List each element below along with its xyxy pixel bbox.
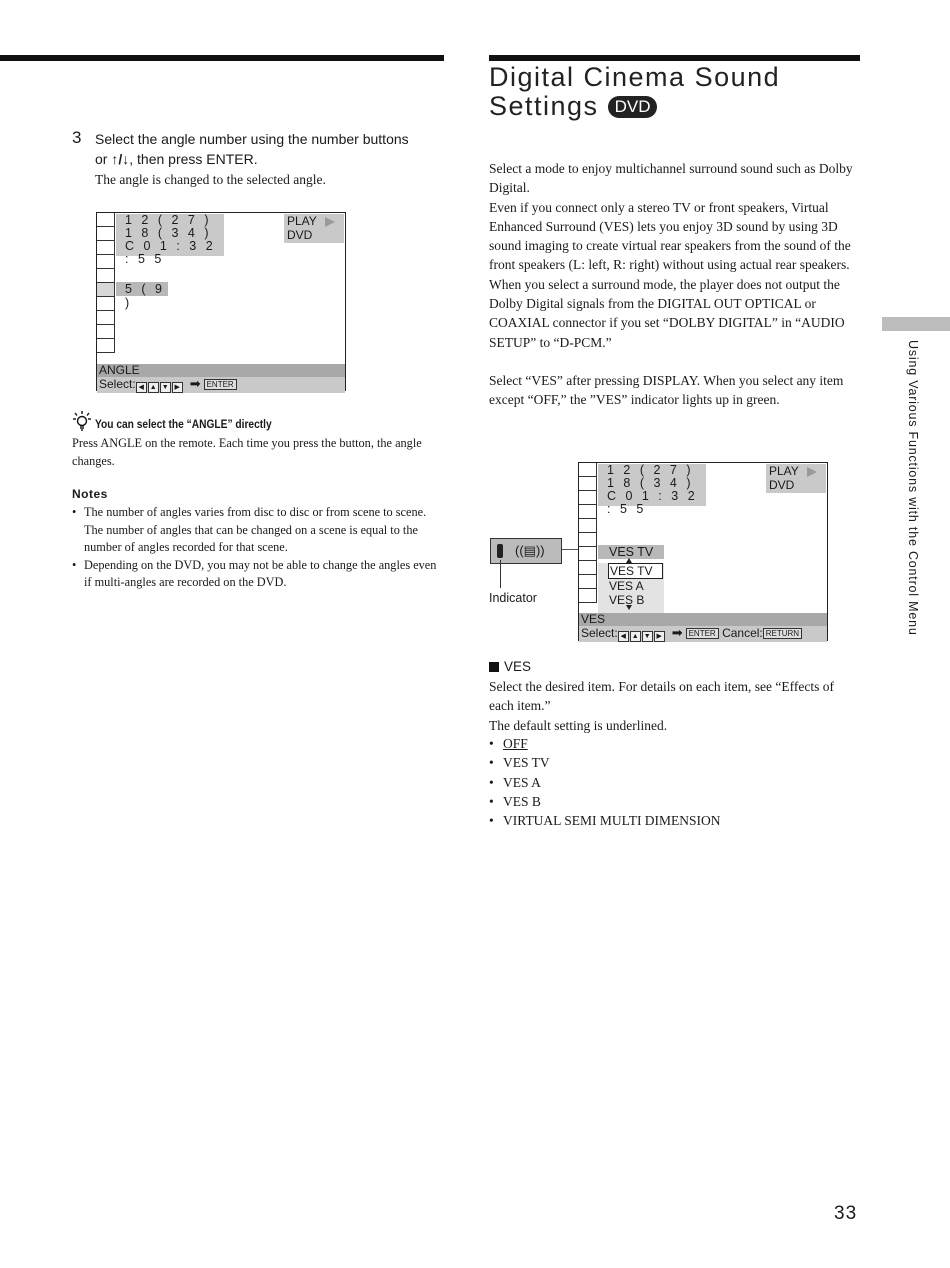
para-4: Select “VES” after pressing DISPLAY. When you select any item except “OFF,” the ”VES” indicator lights up in green.	[489, 372, 844, 408]
step-number: 3	[72, 128, 82, 147]
osd-title-chapter-info: 1 2 ( 2 7 ) 1 8 ( 3 4 ) C 0 1 : 3 2 : 5 5	[598, 464, 706, 506]
step-result: The angle is changed to the selected angle.	[95, 172, 326, 187]
note-item: • Depending on the DVD, you may not be able to change the angles even if multi-angles are recorded on the DVD.	[72, 557, 440, 592]
ves-list-item: • VES B	[489, 792, 861, 811]
osd-tab	[579, 491, 597, 505]
ves-options-list	[489, 734, 861, 830]
osd-tab	[97, 255, 115, 269]
osd-title-chapter-info: 1 2 ( 2 7 ) 1 8 ( 3 4 ) C 0 1 : 3 2 : 5 5	[116, 214, 224, 256]
osd-play-status: PLAY DVD	[766, 464, 826, 493]
ves-symbol-icon: ((▤))	[515, 543, 545, 558]
tip-body: Press ANGLE on the remote. Each time you press the button, the angle changes.	[72, 436, 422, 468]
osd-tab	[97, 227, 115, 241]
indicator-label: Indicator	[489, 591, 537, 605]
osd-tab-angle	[97, 283, 115, 297]
square-bullet-icon	[489, 662, 499, 672]
ves-option[interactable]: VES A	[609, 579, 644, 593]
osd-tab	[579, 533, 597, 547]
osd-select-bar: Select: ◀ ▲ ▼ ▶ ➡ ENTER	[97, 377, 345, 393]
enter-button-label: ENTER	[686, 628, 719, 639]
ves-indicator-icon	[497, 544, 503, 558]
right-key-icon: ▶	[654, 631, 665, 642]
osd-menu-tabs	[579, 463, 597, 603]
side-tab-label: Using Various Functions with the Control Menu	[906, 340, 920, 636]
ves-list-item: • VIRTUAL SEMI MULTI DIMENSION	[489, 811, 861, 830]
dvd-badge: DVD	[608, 96, 658, 118]
osd-menu-tabs	[97, 213, 115, 353]
osd-tab	[97, 297, 115, 311]
up-down-arrow-icon: ↑/↓	[111, 150, 130, 167]
tip-lightbulb-icon	[72, 410, 92, 432]
para-3: When you select a surround mode, the player does not output the Dolby Digital signals from the DIGITAL OUT OPTICAL or COAXIAL connector if you set “DOLBY DIGITAL” in “AUDIO SETUP” to “D-PCM.”	[489, 276, 845, 350]
osd-ves-options	[598, 563, 664, 613]
ves-list-item-off: • OFF	[489, 734, 861, 753]
para-2: Even if you connect only a stereo TV or front speakers, Virtual Enhanced Surround (VES) lets you enjoy 3D sound by using 3D sound imaging to create virtual rear speakers from the sound of the front speakers (L: left, R: right) without using actual rear speakers.	[489, 199, 851, 273]
osd-play-status: PLAY DVD	[284, 214, 344, 243]
ves-default-note: The default setting is underlined.	[489, 717, 668, 733]
osd-tab	[579, 463, 597, 477]
step-instruction	[95, 130, 455, 169]
down-key-icon: ▼	[160, 382, 171, 393]
angle-osd-screen	[96, 212, 346, 391]
ves-list-item: • VES TV	[489, 753, 861, 772]
para-1: Select a mode to enjoy multichannel surround sound such as Dolby Digital.	[489, 161, 853, 196]
ves-heading: VES	[489, 659, 531, 674]
indicator-leader-line	[500, 560, 501, 588]
osd-tab	[579, 547, 597, 561]
osd-tab	[97, 311, 115, 325]
tip-title: You can select the “ANGLE” directly	[95, 417, 272, 431]
ves-body	[489, 677, 861, 735]
ves-list-item: • VES A	[489, 773, 861, 792]
step-line-2: or ↑/↓, then press ENTER.	[95, 150, 258, 167]
osd-tab	[97, 339, 115, 353]
page-number: 33	[834, 1203, 858, 1224]
osd-angle-value: 5 ( 9 )	[116, 282, 168, 296]
play-icon	[807, 467, 817, 477]
osd-tab	[97, 241, 115, 255]
note-item: • The number of angles varies from disc to disc or from scene to scene. The number of angles that can be changed on a scene is equal to the number of angles recorded for that scene.	[72, 504, 440, 557]
ves-osd-screen	[578, 462, 828, 641]
ves-option-selected[interactable]: VES TV	[608, 563, 663, 579]
osd-tab	[579, 505, 597, 519]
osd-tab	[579, 589, 597, 603]
left-key-icon: ◀	[136, 382, 147, 393]
up-key-icon: ▲	[630, 631, 641, 642]
top-rule-left	[0, 55, 444, 61]
return-button-label: RETURN	[763, 628, 802, 639]
osd-tab	[97, 213, 115, 227]
osd-tab	[579, 561, 597, 575]
enter-button-label: ENTER	[204, 379, 237, 390]
side-tab-marker	[882, 317, 950, 331]
right-key-icon: ▶	[172, 382, 183, 393]
ves-desc: Select the desired item. For details on each item, see “Effects of each item.”	[489, 679, 835, 714]
osd-ves-current: VES TV	[598, 545, 664, 559]
intro-text	[489, 159, 861, 410]
top-rule-right	[489, 55, 860, 61]
notes-list	[72, 504, 440, 592]
up-key-icon: ▲	[148, 382, 159, 393]
osd-title-bar: ANGLE	[97, 364, 345, 377]
arrow-right-icon: ➡	[189, 376, 201, 391]
down-key-icon: ▼	[642, 631, 653, 642]
osd-tab	[579, 519, 597, 533]
osd-tab	[97, 325, 115, 339]
left-key-icon: ◀	[618, 631, 629, 642]
notes-heading: Notes	[72, 487, 108, 501]
osd-select-bar: Select: ◀ ▲ ▼ ▶ ➡ ENTER Cancel: RETURN	[579, 626, 827, 642]
play-icon	[325, 217, 335, 227]
osd-title-bar: VES	[579, 613, 827, 626]
osd-tab	[579, 575, 597, 589]
down-triangle-icon	[626, 605, 632, 610]
osd-tab	[97, 269, 115, 283]
page-heading: Digital Cinema Sound Settings DVD	[489, 62, 781, 121]
arrow-right-icon: ➡	[671, 625, 683, 640]
ves-option[interactable]: VES B	[609, 593, 645, 607]
osd-tab	[579, 477, 597, 491]
step-line-1: Select the angle number using the number buttons	[95, 131, 409, 147]
